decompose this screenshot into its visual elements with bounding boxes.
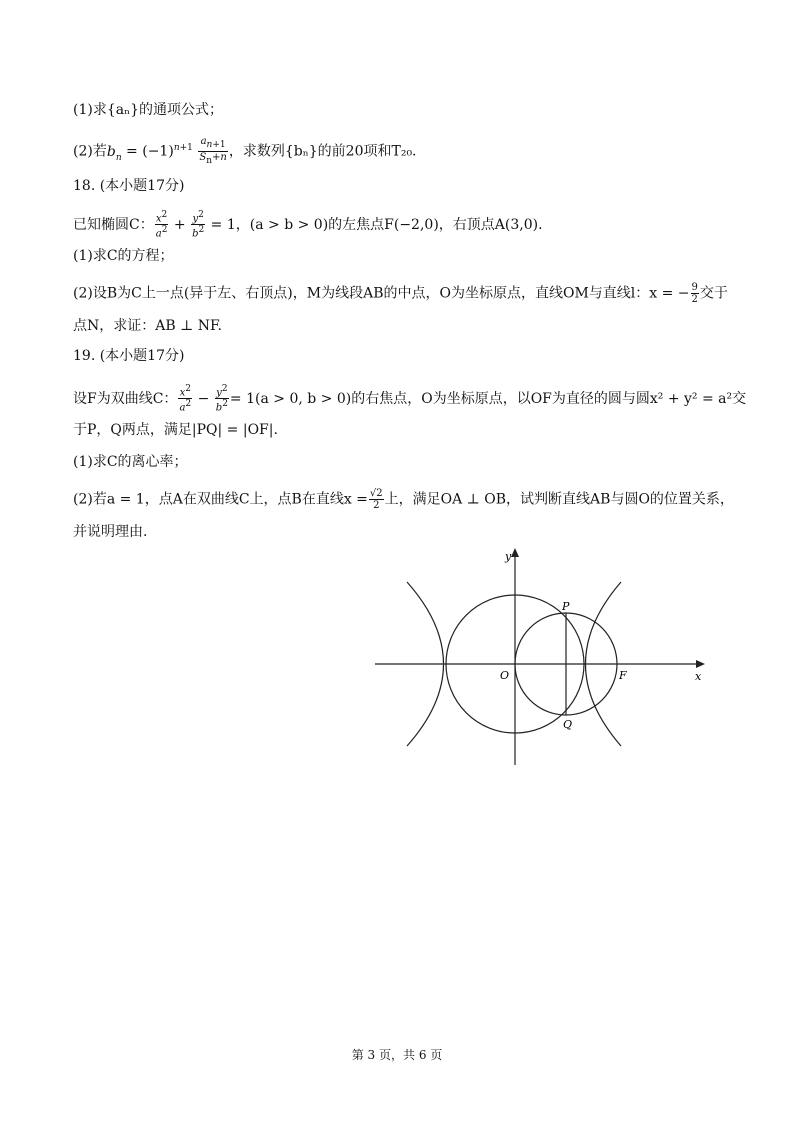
q19-part1: (1)求C的离心率； <box>73 454 188 470</box>
q18-part1: (1)求C的方程； <box>73 248 174 264</box>
q18-stem: 已知椭圆C： $\frac{x^2}{a^2}$ + $\frac{y^2}{b^2}$ = 1，(a > b > 0)的左焦点F(−2,0)，右顶点A(3,0). <box>73 210 543 240</box>
q17-part2: (2)若$b_n = (-1)^{n+1}$ $\frac{a_{n+1}}{S_n+n}$ ，求数列{bₙ}的前20项和T₂₀. <box>73 136 417 166</box>
q18-part2: (2)设B为C上一点(异于左、右顶点)，M为线段AB的中点，O为坐标原点，直线OM与直线l：x = − $\frac{9}{2}$ 交于 <box>73 282 728 305</box>
label-x: x <box>695 670 702 683</box>
hyperbola-circle-figure <box>370 540 710 772</box>
q18-part2-cont: 点N，求证：AB ⊥ NF. <box>73 318 222 334</box>
q19-stem-line2: 于P，Q两点，满足|PQ| = |OF|. <box>73 422 278 438</box>
page-footer: 第 3 页，共 6 页 <box>351 1048 443 1062</box>
label-Q: Q <box>563 718 573 731</box>
q19-part2: (2)若a = 1，点A在双曲线C上，点B在直线x = $\frac{√2}{2}$ 上，满足OA ⊥ OB，试判断直线AB与圆O的位置关系， <box>73 488 734 511</box>
x-axis-arrow <box>696 660 705 668</box>
q18-header: 18. (本小题17分) <box>73 178 185 194</box>
label-P: P <box>562 600 570 613</box>
q19-part2-cont: 并说明理由. <box>73 524 148 540</box>
label-y: y <box>505 550 512 563</box>
y-axis-arrow <box>511 548 519 557</box>
q19-header: 19. (本小题17分) <box>73 348 185 364</box>
q17-part1: (1)求{aₙ}的通项公式； <box>73 102 224 118</box>
q19-stem: 设F为双曲线C： $\frac{x^2}{a^2}$ − $\frac{y^2}{b^2}$ = 1(a > 0, b > 0)的右焦点，O为坐标原点，以OF为直径的圆与圆x² + y² = a²交 <box>73 384 747 414</box>
label-F: F <box>619 669 627 682</box>
label-O: O <box>500 669 510 682</box>
